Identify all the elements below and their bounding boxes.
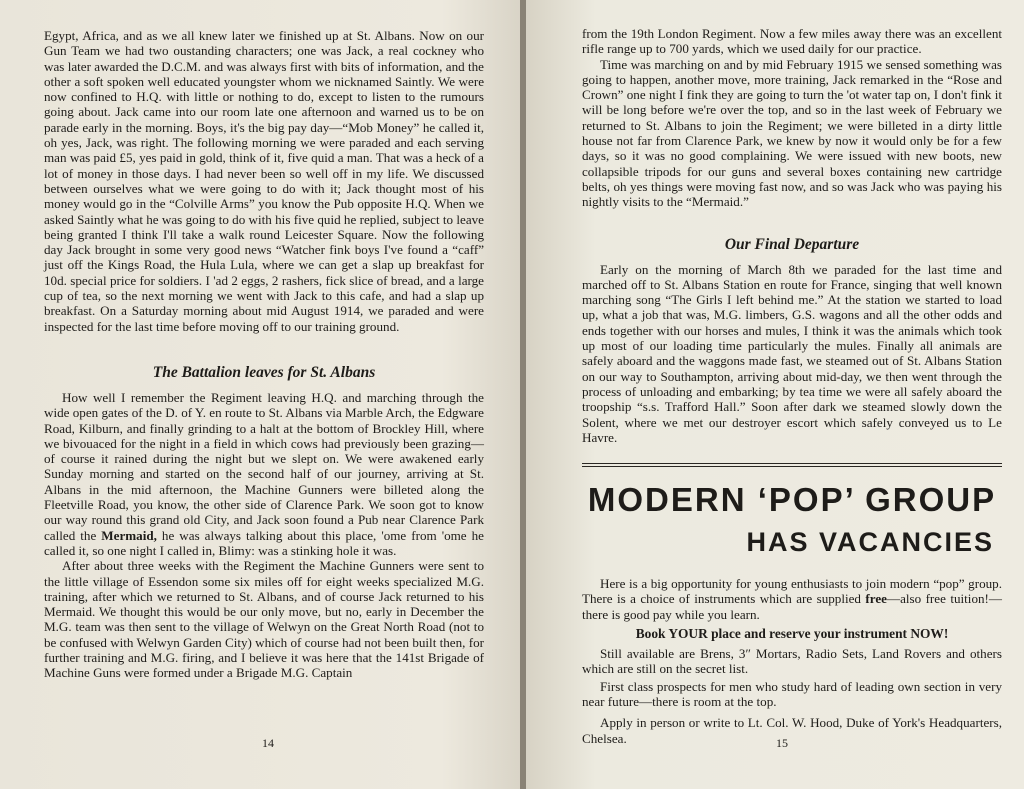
left-page-number: 14 [262,736,274,750]
left-paragraph-1: Egypt, Africa, and as we all knew later we finished up at St. Albans. Now on our Gun Team we had two oustanding characters; one was Jack, a real cockney who was later awarded the D.C.M. and was always first with bits of information, and the other a soft spoken well educated youngster whom we nicknamed Saintly. We were now confined to H.Q. with little or nothing to do, except to listen to the rumours going about. Jack came into our room late one afternoon and warned us to be on parade early in the morning. Boys, it's the big pay day—“Mob Money” he called it, oh yes, Jack, was right. The following morning we were paraded and each serving man was paid £5, yes paid in gold, think of it, five quid a man. That was a heck of a lot of money in those days. I had never been so well off in my life. We discussed between ourselves what we were going to do with it; Jack thought most of his money would go in the “Colville Arms” you know the Pub opposite H.Q. When we asked Saintly what he was going to do with his five quid he replied, subject to leave being granted I think I'll take a walk round Leicester Square. Now the following day Jack brought in some very good news “Watcher fink boys I've found a “caff” just off the Kings Road, the Hula Lula, where we can get a slap up breakfast for 10d. special price for soldiers. I 'ad 2 eggs, 2 rashers, fick slice of bread, and a large cup of tea, so the next morning we went with Jack to this cafe, and had a slap up breakfast. On a Saturday morning about mid August 1914, we paraded and were inspected for the last time before moving off to our training ground. [44,28,484,334]
ad-callout: Book YOUR place and reserve your instrument NOW! [635,626,949,642]
left-section-heading: The Battalion leaves for St. Albans [152,363,376,381]
ad-paragraph-1 [582,576,1002,622]
left-paragraph-3: After about three weeks with the Regiment the Machine Gunners were sent to the little village of Essendon some six miles off for eight weeks specialized M.G. training, after which we returned to St. Albans, and of course Jack returned to his Mermaid. We thought this would be our only move, but no, early in December the M.G. team was then sent to the village of Welwyn on the Great North Road (not to be confused with Welwyn Garden City) which of course had not been built then, for further training and M.G. firing, and I believe it was here that the 141st Brigade of Machine Guns were formed under a Brigade M.G. Captain [44,558,484,681]
left-paragraph-2-tail: he was always talking about this place, 'ome from 'ome he called it, so one night I called in, Blimy: was a stinking hole it was. [44,527,484,558]
ad-free-bold: free [865,591,887,607]
left-paragraph-2-text: How well I remember the Regiment leaving H.Q. and marching through the wide open gates of the D. of Y. en route to St. Albans via Marble Arch, the Edgware Road, Kilburn, and finally grinding to a halt at the bottom of Brockley Hill, where we bivouaced for the night in a field in which cows had previously been grazing—of course it rained during the night but we slept on. We were awakened early Sunday morning and started on the second half of our journey, arriving at St. Albans in the mid afternoon, the Machine Gunners were billeted along the Fleetville Road, you know, the other side of Clarence Park. We soon got to know our way round this grand old City, and Jack soon found a Pub near Clarence Park called the [44,389,484,543]
ad-title-line-2: HAS VACANCIES [746,527,994,558]
ad-title-line-1: MODERN ‘POP’ GROUP [587,481,997,519]
ad-top-rule [582,463,1002,464]
right-paragraph-1: from the 19th London Regiment. Now a few miles away there was an excellent rifle range up to 700 yards, which we used daily for our practice. [582,26,1002,57]
left-paragraph-2 [44,390,484,558]
ad-paragraph-1-tail: —also free tuition!—there is good pay while you learn. [582,591,1002,622]
mermaid-bold: Mermaid, [101,527,157,543]
ad-paragraph-1-text: Here is a big opportunity for young enthusiasts to join modern “pop” group. There is a choice of instruments which are supplied [582,576,1002,607]
right-page [526,0,1024,789]
ad-paragraph-4: Apply in person or write to Lt. Col. W. Hood, Duke of York's Headquarters, Chelsea. [582,715,1002,746]
ad-second-rule [582,466,1002,467]
ad-paragraph-3: First class prospects for men who study hard of leading own section in very near future—there is room at the top. [582,678,1002,709]
ad-paragraph-2: Still available are Brens, 3″ Mortars, Radio Sets, Land Rovers and others which are still on the secret list. [582,646,1002,677]
advertisement [582,481,1002,746]
right-paragraph-2: Time was marching on and by mid February 1915 we sensed something was going to happen, another move, more training, Jack remarked in the “Rose and Crown” one night I fink they are going to turn the 'ot water tap on, I don't fink it will be long before we're over the top, and so in the last week of February we returned to St. Albans to join the Regiment; we were billeted in a dirty little house not far from Clarence Park, we knew by now it would only be for a few days, so it was no good complaining. We were issued with new boots, new collapsible tripods for our guns and several boxes containing new cartridge belts, oh yes things were moving fast now, and so was Jack who was paying his nightly visits to the “Mermaid.” [582,56,1002,210]
right-page-number: 15 [776,736,788,750]
right-section-heading: Our Final Departure [724,235,860,253]
right-paragraph-3: Early on the morning of March 8th we paraded for the last time and marched off to St. Albans Station en route for France, singing that well known marching song “The Girls I left behind me.” At the station we started to load up, what a job that was, M.G. limbers, G.S. wagons and all the other odds and ends together with our horses and mules, I think it was the animals which took up most of our loading time particularly the mules. Finally all animals are safely aboard and the waggons made fast, we steamed out of St. Albans Station on our way to Southampton, arriving about mid-day, we then went through the process of unloading and embarking; by tea time we were all safely aboard the troopship “s.s. Trafford Hall.” Soon after dark we steamed slowly down the Solent, where we met our destroyer escort which safely conveyed us to Le Havre. [582,261,1002,445]
